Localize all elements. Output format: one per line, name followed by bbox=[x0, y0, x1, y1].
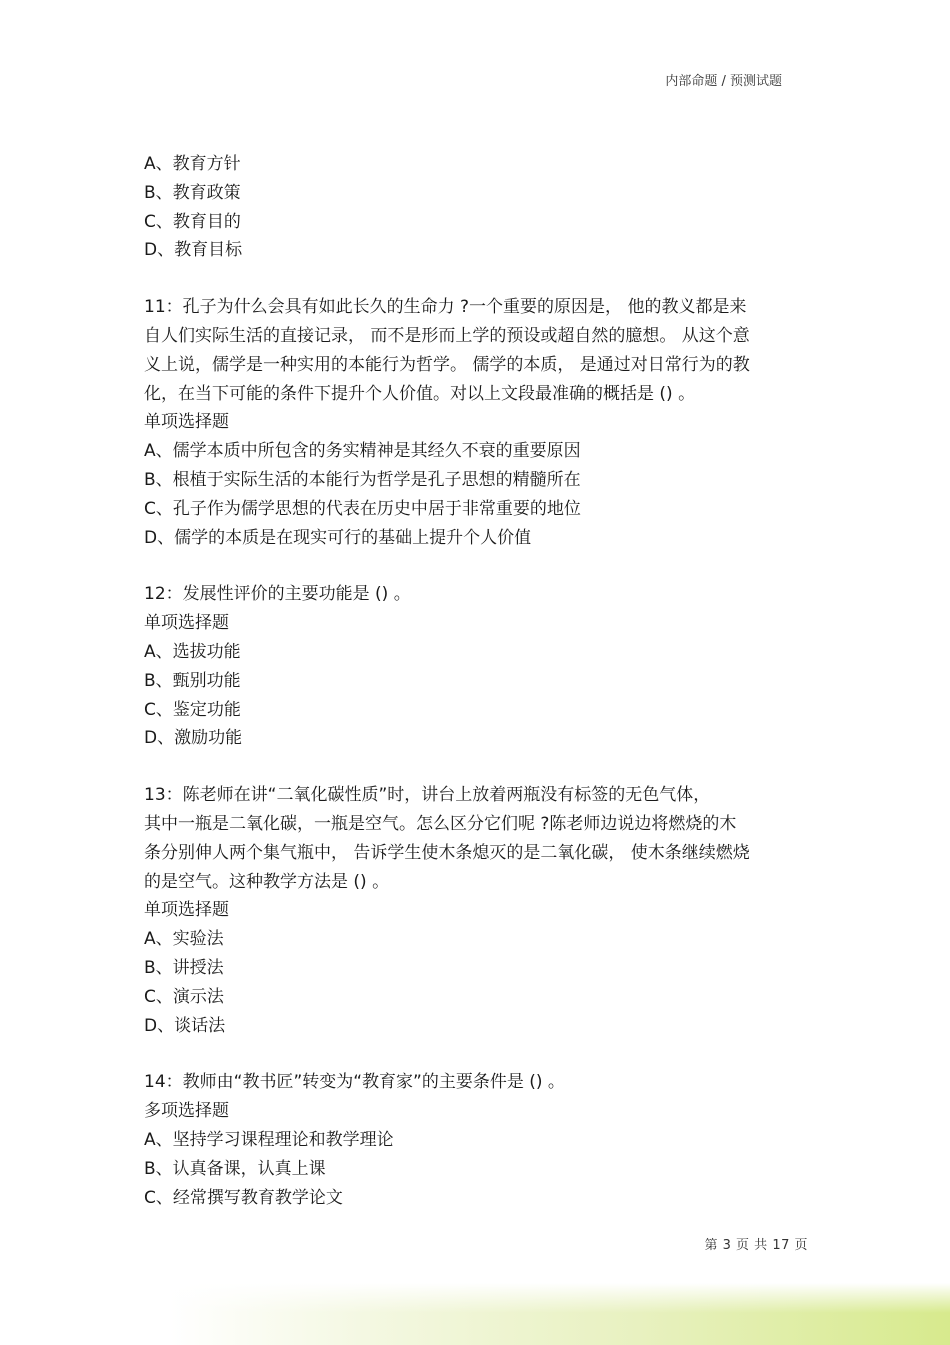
question-12 bbox=[144, 580, 804, 753]
page-number: 第 3 页 共 17 页 bbox=[704, 1238, 808, 1253]
question-text-line: 化，在当下可能的条件下提升个人价值。对以上文段最准确的概括是 () 。 bbox=[144, 383, 696, 404]
option-a: A、坚持学习课程理论和教学理论 bbox=[144, 1129, 394, 1150]
question-11 bbox=[144, 293, 804, 552]
question-14 bbox=[144, 1068, 804, 1212]
option-a: A、选拔功能 bbox=[144, 641, 241, 662]
option-b: B、教育政策 bbox=[144, 182, 241, 203]
option-d: D、激励功能 bbox=[144, 728, 243, 749]
option-a: A、实验法 bbox=[144, 929, 224, 950]
option-d: D、谈话法 bbox=[144, 1015, 226, 1036]
question-text-line: 自人们实际生活的直接记录， 而不是形而上学的预设或超自然的臆想。 从这个意 bbox=[144, 325, 750, 346]
option-b: B、讲授法 bbox=[144, 957, 224, 978]
option-c: C、孔子作为儒学思想的代表在历史中居于非常重要的地位 bbox=[144, 498, 581, 519]
question-text-line: 其中一瓶是二氧化碳，一瓶是空气。怎么区分它们呢 ?陈老师边说边将燃烧的木 bbox=[144, 813, 737, 834]
option-b: B、甄别功能 bbox=[144, 670, 241, 691]
prev-options bbox=[144, 150, 804, 265]
question-text-line: 的是空气。这种教学方法是 () 。 bbox=[144, 871, 390, 892]
option-c: C、教育目的 bbox=[144, 211, 241, 232]
question-text-line: 义上说，儒学是一种实用的本能行为哲学。 儒学的本质， 是通过对日常行为的教 bbox=[144, 354, 750, 375]
option-a: A、教育方针 bbox=[144, 154, 241, 174]
page-content bbox=[144, 150, 804, 1212]
decorative-band bbox=[170, 1283, 950, 1345]
option-a: A、儒学本质中所包含的务实精神是其经久不衰的重要原因 bbox=[144, 441, 581, 462]
header-tag: 内部命题 / 预测试题 bbox=[665, 74, 782, 89]
question-text-line: 12：发展性评价的主要功能是 () 。 bbox=[144, 584, 411, 605]
option-b: B、根植于实际生活的本能行为哲学是孔子思想的精髓所在 bbox=[144, 469, 581, 490]
option-d: D、教育目标 bbox=[144, 240, 243, 261]
question-text-line: 条分别伸人两个集气瓶中， 告诉学生使木条熄灭的是二氧化碳， 使木条继续燃烧 bbox=[144, 842, 750, 863]
question-13 bbox=[144, 781, 804, 1040]
question-type: 多项选择题 bbox=[144, 1101, 229, 1122]
option-c: C、演示法 bbox=[144, 986, 224, 1007]
question-type: 单项选择题 bbox=[144, 900, 229, 921]
question-type: 单项选择题 bbox=[144, 412, 229, 433]
option-c: C、鉴定功能 bbox=[144, 699, 241, 720]
option-d: D、儒学的本质是在现实可行的基础上提升个人价值 bbox=[144, 527, 532, 548]
question-text-line: 13：陈老师在讲“二氧化碳性质”时，讲台上放着两瓶没有标签的无色气体， bbox=[144, 785, 711, 806]
question-type: 单项选择题 bbox=[144, 613, 229, 634]
question-text-line: 11：孔子为什么会具有如此长久的生命力 ?一个重要的原因是， 他的教义都是来 bbox=[144, 297, 747, 318]
option-c: C、经常撰写教育教学论文 bbox=[144, 1187, 343, 1208]
question-text-line: 14：教师由“教书匠”转变为“教育家”的主要条件是 () 。 bbox=[144, 1072, 565, 1093]
option-b: B、认真备课，认真上课 bbox=[144, 1158, 326, 1179]
